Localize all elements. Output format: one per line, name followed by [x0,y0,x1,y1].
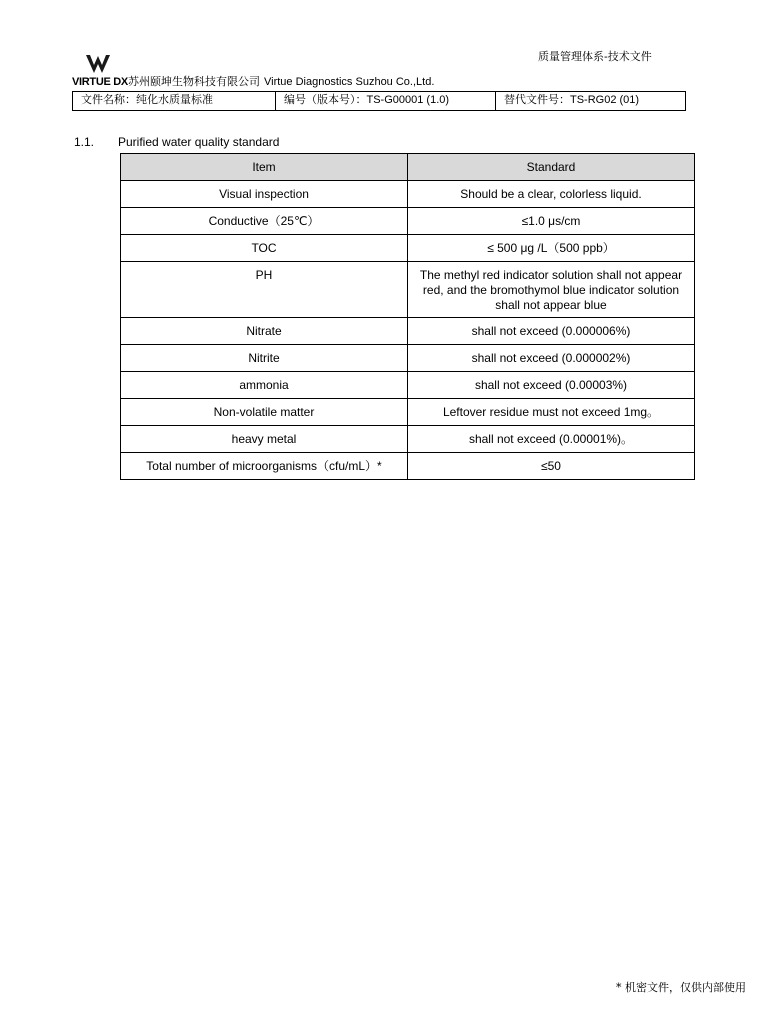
qms-label: 质量管理体系-技术文件 [538,50,652,63]
table-row [121,426,695,453]
item-cell: heavy metal [121,426,408,453]
section-heading [74,134,279,150]
table-row [121,453,695,480]
virtue-dx-logo-icon [84,52,112,76]
standard-cell: shall not exceed (0.00001%)。 [408,426,695,453]
logo-text: VIRTUE DX [72,76,128,88]
doc-code: 编号（版本号）：TS-G00001 (1.0) [275,92,495,110]
standard-cell: ≤ 500 μg /L（500 ppb） [408,235,695,262]
item-cell: Non-volatile matter [121,399,408,426]
table-row [121,345,695,372]
table-header-row [121,154,695,181]
item-cell: ammonia [121,372,408,399]
standard-cell: shall not exceed (0.000002%) [408,345,695,372]
item-cell: Nitrite [121,345,408,372]
standard-cell: Should be a clear, colorless liquid. [408,181,695,208]
confidential-note: * 机密文件，仅供内部使用 [616,981,746,994]
section-number: 1.1. [74,135,95,149]
header-standard: Standard [408,154,695,181]
standard-cell: ≤1.0 μs/cm [408,208,695,235]
section-title: Purified water quality standard [118,135,280,149]
company-name-en: Virtue Diagnostics Suzhou Co.,Ltd. [263,76,435,88]
table-row [121,318,695,345]
standard-cell: ≤50 [408,453,695,480]
item-cell: Nitrate [121,318,408,345]
table-row [121,399,695,426]
item-cell: Total number of microorganisms（cfu/mL）* [121,453,408,480]
standard-cell: Leftover residue must not exceed 1mg。 [408,399,695,426]
item-cell: TOC [121,235,408,262]
standard-cell: The methyl red indicator solution shall not appear red, and the bromothymol blue indicator solution shall not appear blue [408,262,695,318]
header-item: Item [121,154,408,181]
replace-code: 替代文件号：TS-RG02 (01) [495,92,685,110]
company-line [72,74,686,90]
item-cell: Visual inspection [121,181,408,208]
table-row [121,372,695,399]
table-row [121,262,695,318]
table-row [121,235,695,262]
item-cell: PH [121,262,408,318]
item-cell: Conductive（25℃） [121,208,408,235]
quality-standard-table [120,153,695,480]
doc-name: 文件名称：纯化水质量标准 [81,94,213,106]
table-row [121,181,695,208]
table-row [121,208,695,235]
company-name-cn: 苏州颐坤生物科技有限公司 [127,76,260,88]
document-meta-box [72,91,686,111]
standard-cell: shall not exceed (0.00003%) [408,372,695,399]
standard-cell: shall not exceed (0.000006%) [408,318,695,345]
